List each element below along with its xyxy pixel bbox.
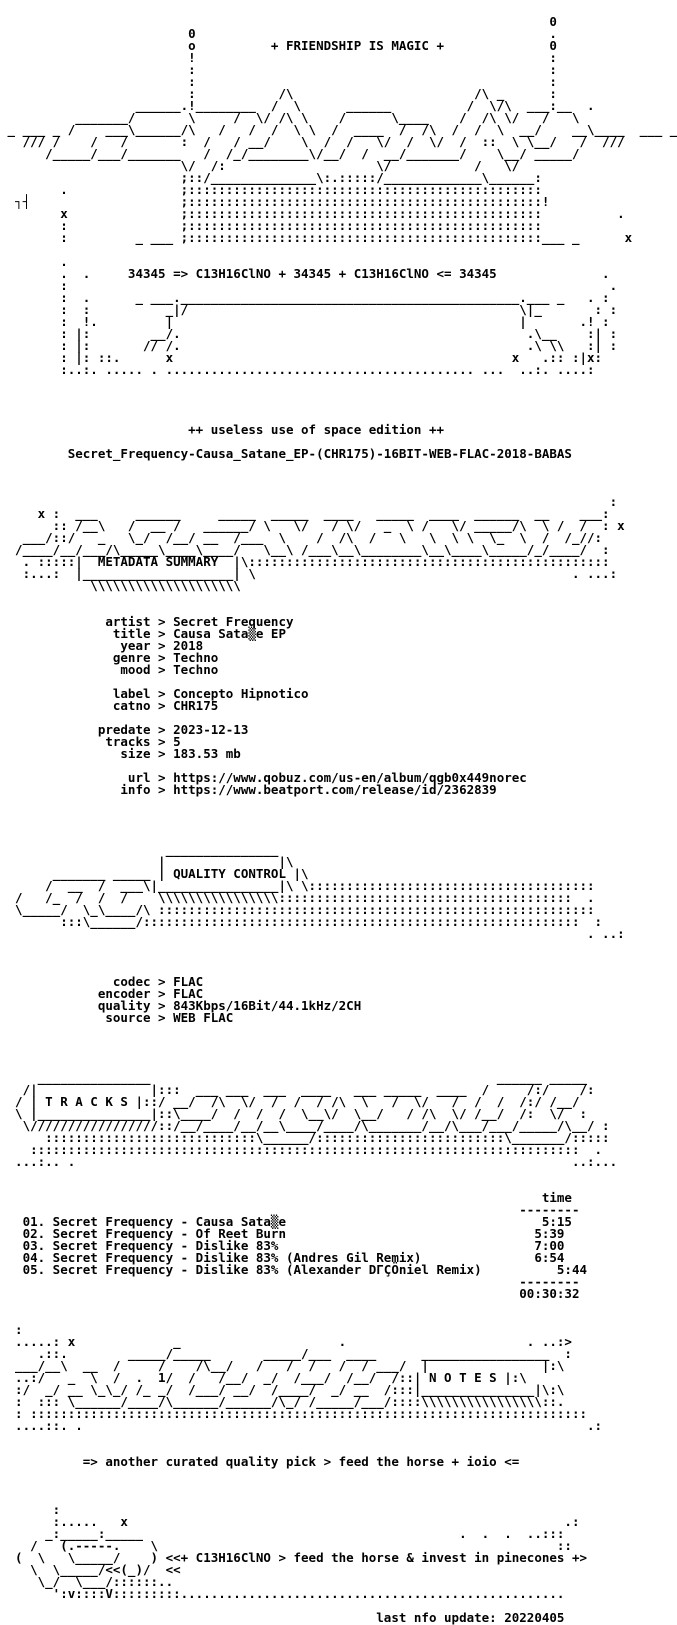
nfo-line: : |: __/. .\__ :| : [0,326,618,341]
nfo-line: 03. Secret Frequency - Dislike 83% 7:00 [0,1238,565,1253]
nfo-line: ...:.. . ..:... [0,1154,618,1169]
nfo-line: => another curated quality pick > feed the horse + ioio <= [0,1454,520,1469]
nfo-line: :..... x .: [0,1514,580,1529]
nfo-line: : [0,1502,61,1517]
nfo-line: _:_____:_____ . . . ..::: [0,1526,565,1541]
nfo-line: _______/ \ / \/ /\ \ / \____ / /\ \/ / \ [0,110,580,125]
nfo-line: \ \_____/<<(_)/ << [0,1562,181,1577]
nfo-line: : . [0,278,618,293]
nfo-line: x : ___ ______ _____ _____ ____ _____ ____ ______ __ ___: [0,506,610,521]
nfo-line: / /_ / / / \\\\\\\\\\\\\\\\::::::::::::::::::::::::::::::::::::::: . [0,890,595,905]
nfo-line: quality > 843Kbps/16Bit/44.1kHz/2CH [0,998,362,1013]
nfo-line: ( \ \_____/ ) <<+ C13H16ClNO > feed the horse & invest in pinecones +> [0,1550,587,1565]
nfo-line: genre > Techno [0,650,219,665]
nfo-line: ++ useless use of space edition ++ [0,422,445,437]
nfo-line: year > 2018 [0,638,204,653]
nfo-line: : [0,1322,23,1337]
nfo-line: 05. Secret Frequency - Dislike 83% (Alexander DΓÇÖniel Remix) 5:44 [0,1262,587,1277]
nfo-line: : : [0,62,557,77]
nfo-line: predate > 2023-12-13 [0,722,249,737]
nfo-line: \/////////////////::/__/____/__/__\____/____/\_______/__/\___/___/_____/\__/ : [0,1118,610,1133]
nfo-line: 0 . [0,26,557,41]
nfo-line: ___/::/ _ \_/ /__/ __ /___ \ / /\ / \ \ \ \ \_ \ / /_//: [0,530,603,545]
nfo-line: : |: ::. x x .:: :|x: [0,350,603,365]
nfo-line: info > https://www.beatport.com/release/id/2362839 [0,782,497,797]
nfo-line: x ;::::::::::::::::::::::::::::::::::::::::::::::: . [0,206,625,221]
nfo-line: 0 [0,14,557,29]
nfo-line: ':v::::V:::::::::................................................... [0,1586,565,1601]
nfo-line: 02. Secret Frequency - Of Reet Burn 5:39 [0,1226,565,1241]
nfo-line: encoder > FLAC [0,986,204,1001]
nfo-line: : !. | | .! : [0,314,610,329]
nfo-line: source > WEB FLAC [0,1010,234,1025]
nfo-line: / (.-----. \ :: [0,1538,572,1553]
nfo-line: \ |_______________|::\____/ / / / \__\/ \__/ / /\ \/ /__/ /: \/ : [0,1106,587,1121]
nfo-line: . :::::| METADATA SUMMARY |\:::::::::::::::::::::::::::::::::::::::::::::::: [0,554,610,569]
nfo-line: : |: // /. .\ \\ :| : [0,338,618,353]
nfo-line: : [0,494,618,509]
nfo-line: url > https://www.qobuz.com/us-en/album/qgb0x449norec [0,770,527,785]
nfo-line: 01. Secret Frequency - Causa Sata▒e 5:15 [0,1214,572,1229]
nfo-line: :...: |____________________| \ . ...: [0,566,618,581]
nfo-line: /____/__/___/\_____\____\____/ \__\ /___\__\________\__\____\_____/_/____/ : [0,542,610,557]
nfo-line: ::::::::::::::::::::::::::::\______/:::::::::::::::::::::::::\_______/::::: [0,1130,610,1145]
nfo-line: \\\\\\\\\\\\\\\\\\\\ [0,578,241,593]
nfo-line: title > Causa Sata▒e EP [0,626,286,641]
nfo-line: size > 183.53 mb [0,746,241,761]
nfo-line: o + FRIENDSHIP IS MAGIC + 0 [0,38,557,53]
nfo-line: label > Concepto Hipnotico [0,686,309,701]
nfo-line: ______.!________ / \ ______ / \/\ ___:__ . [0,98,595,113]
nfo-line: / | T R A C K S |::/ __/ /\ \/ / / / /\ \ / \/ / / / /:/ /__/ [0,1094,580,1109]
nfo-line: _______________ ______ _____ [0,1070,587,1085]
nfo-line: catno > CHR175 [0,698,219,713]
nfo-line: : ::: \______/____/\______/______/\_/ /_____/___/::::\\\\\\\\\\\\\\\\::. [0,1394,565,1409]
nfo-line: : ;::::::::::::::::::::::::::::::::::::::::::::::: [0,218,542,233]
nfo-line: / __ / ___\|________________|\ \:::::::::::::::::::::::::::::::::::::: [0,878,595,893]
nfo-line: /_____/___/_______ / /_/________\/__/ / __/_______/ \__/ _____/ [0,146,580,161]
nfo-line: :..:. ..... . ......................................... ... ..:. ....: [0,362,595,377]
nfo-line: time [0,1190,572,1205]
nfo-line: :: /__\ / __ / ______/ \ \/ / \/ _ \ / \/ _____/\ \ / / : x [0,518,625,533]
nfo-line: -------- [0,1202,580,1217]
nfo-line: codec > FLAC [0,974,204,989]
nfo-line: . ;::::::::::::::::::::::::::::::::::::::::::::::: [0,182,542,197]
nfo-line: /| |::: ___ ___ ___ ____ ___ _____ ____ / /:/ /: [0,1082,595,1097]
nfo-line: : : _|/ \|_ : : [0,302,618,317]
nfo-line: /// / / / : / / __/ \ / / \/ / \/ / :: \ \__/ / /// [0,134,625,149]
nfo-line: ::::::::::::::::::::::::::::::::::::::::::::::::::::::::::::::::::::::::: . [0,1142,603,1157]
nfo-line: _______________ [0,842,279,857]
nfo-line: :/ _/ __ \_\_/ /_ _/ /___/ __/ /____/ _/ __ /:::|_______________|\:\ [0,1382,565,1397]
nfo-line: mood > Techno [0,662,219,677]
nfo-line: : : [0,74,557,89]
nfo-line: . . 34345 => C13H16ClNO + 34345 + C13H16ClNO <= 34345 . [0,266,610,281]
nfo-line: : . _ ___._____________________________________________.___ _ . : [0,290,610,305]
nfo-line: :::\______/:::::::::::::::::::::::::::::::::::::::::::::::::::::::::: : [0,914,603,929]
nfo-line: artist > Secret Frequency [0,614,294,629]
nfo-line: . ..: [0,926,625,941]
nfo-line: ___/__\ __ / / /\__/ / / / / / ___/ | |:\ [0,1358,565,1373]
nfo-line: last nfo update: 20220405 [0,1610,565,1625]
nfo-line: : /\ /\ _ : [0,86,557,101]
nfo-line: ;::/______________\:.:::::/_____________\______: [0,170,542,185]
nfo-line: : _ ___ ;:::::::::::::::::::::::::::::::::::::::::::::::___ _ x [0,230,633,245]
nfo-line: .....: x _ . . ..:> [0,1334,572,1349]
nfo-line: ! : [0,50,557,65]
nfo-line: Secret_Frequency-Causa_Satane_EP-(CHR175)-16BIT-WEB-FLAC-2018-BABAS [0,446,572,461]
nfo-line: ┐┤ ;:::::::::::::::::::::::::::::::::::::::::::::::! [0,194,550,209]
nfo-line: tracks > 5 [0,734,181,749]
nfo-line: _ ___ _ / ___\______/\ / / / \ \ / ____ / /\ / / \ __/ __\____ ___ _ [0,122,677,137]
nfo-line: 04. Secret Frequency - Dislike 83% (Andres Gil Remix) 6:54 [0,1250,565,1265]
nfo-line: ....::. . .: [0,1418,603,1433]
nfo-line: 00:30:32 [0,1286,580,1301]
nfo-line: \/ /: \/ / \/ [0,158,520,173]
nfo-line: | |\ [0,854,294,869]
nfo-line: -------- [0,1274,580,1289]
nfo-line: \_/ \___/::::::.. [0,1574,174,1589]
nfo-line: : :::::::::::::::::::::::::::::::::::::::::::::::::::::::::::::::::::::::::: [0,1406,587,1421]
nfo-line: ..:/ _ \ / . 1/ / /__/ _/ /___/ /__/ /::| N O T E S |:\ [0,1370,527,1385]
nfo-line: _______ _____ | QUALITY CONTROL |\ [0,866,309,881]
nfo-line: \_____/ \_\____/\ :::::::::::::::::::::::::::::::::::::::::::::::::::::::::: [0,902,595,917]
nfo-line: . [0,254,68,269]
nfo-line: .::. _____/_____ _____/___ ____ _________________ : [0,1346,572,1361]
